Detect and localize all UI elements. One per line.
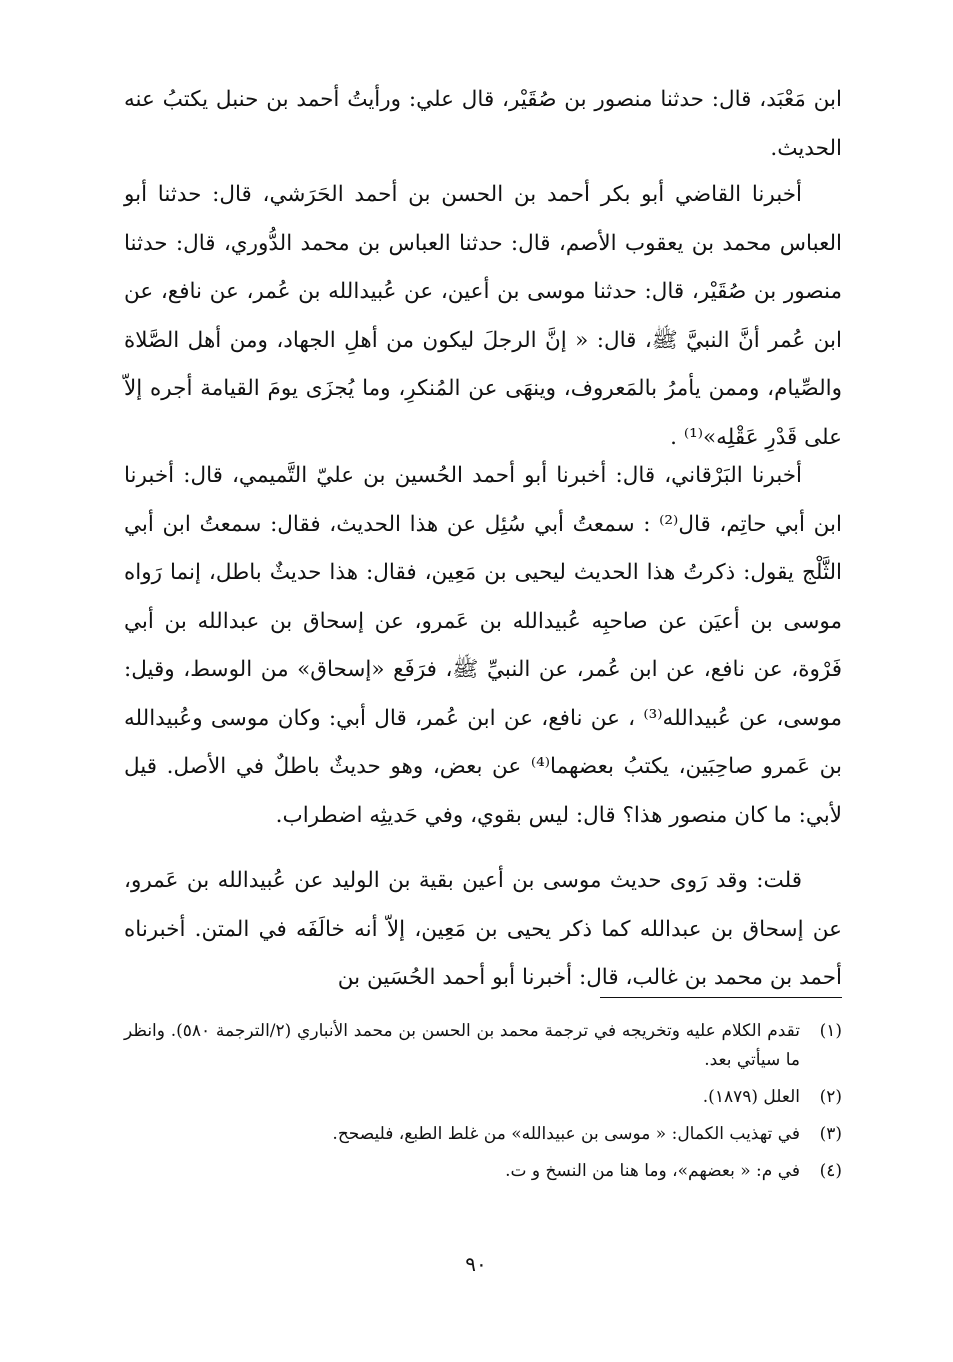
body-paragraph-3 <box>124 452 842 840</box>
footnotes-section <box>124 1017 842 1194</box>
footnote-number: (٤) <box>819 1161 842 1181</box>
paragraph-text: قلت: وقد رَوى حديث موسى بن أعين بقية بن الوليد عن عُبيدالله بن عَمرو، عن إسحاق بن عبدالله كما ذكر يحيى بن مَعِين، إلاّ أنه خالَفَه في المتن. أخبرناه أحمد بن محمد بن غالب، قال: أخبرنا أبو أحمد الحُسَين بن <box>124 868 842 990</box>
footnote-text: في م: « بعضهم»، وما هنا من النسخ و ت. <box>505 1161 800 1181</box>
footnote-text: في تهذيب الكمال: « موسى بن عبيدالله» من غلط الطبع، فليصحح. <box>332 1124 800 1144</box>
body-paragraph-1 <box>124 76 842 173</box>
body-paragraph-4 <box>124 857 842 1003</box>
paragraph-text: أخبرنا البَرْقاني، قال: أخبرنا أبو أحمد الحُسين بن عليّ التَّميمي، قال: أخبرنا ابن أبي حاتِم، قال⁽²⁾ : سمعتُ أبي سُئِل عن هذا الحديث، فقال: سمعتُ ابن أبي الثَّلْج يقول: ذكرتُ هذا الحديث ليحيى بن مَعِين، فقال: هذا حديثٌ باطل، إنما رَواه موسى بن أعيَن عن صاحبِه عُبيدالله بن عَمرو، عن إسحاق بن عبدالله بن أبي فَرْوة، عن نافع، عن ابن عُمر، عن النبيِّ ﷺ، فرَفَع «إسحاق» من الوسط، وقيل: موسى، عن عُبيدالله⁽³⁾ ، عن نافع، عن ابن عُمر، قال أبي: وكان موسى وعُبيدالله بن عَمرو صاحِبَين، يكتبُ بعضهما⁽⁴⁾ عن بعض، وهو حديثٌ باطلٌ في الأصل. قيل لأبي: ما كان منصور هذا؟ قال: ليس بقوي، وفي حَديثِه اضطراب. <box>124 463 842 828</box>
footnote-number: (٢) <box>819 1087 842 1107</box>
footnote-1 <box>124 1017 842 1075</box>
paragraph-text: ابن مَعْبَد، قال: حدثنا منصور بن صُقَيْر، قال علي: ورأيتُ أحمد بن حنبل يكتبُ عنه الحديث. <box>124 87 842 161</box>
footnote-2 <box>124 1083 842 1112</box>
footnote-separator <box>600 997 842 998</box>
page-number: ٩٠ <box>465 1252 487 1276</box>
footnote-3 <box>124 1120 842 1149</box>
footnote-number: (١) <box>819 1021 842 1041</box>
paragraph-text: أخبرنا القاضي أبو بكر أحمد بن الحسن بن أحمد الحَرَشي، قال: حدثنا أبو العباس محمد بن يعقوب الأصم، قال: حدثنا العباس بن محمد الدُّوري، قال: حدثنا منصور بن صُقَيْر، قال: حدثنا موسى بن أعين، عن عُبيدالله بن عُمر، عن نافع، عن ابن عُمر أنَّ النبيَّ ﷺ، قال: « إنَّ الرجلَ ليكون من أهلِ الجهاد، ومن أهل الصَّلاة والصِّيام، وممن يأمرُ بالمَعروف، وينهَى عن المُنكرِ، وما يُجزَى يومَ القيامة أجره إلاّ على قَدْرِ عَقْلِه»⁽¹⁾ . <box>124 182 842 450</box>
footnote-number: (٣) <box>819 1124 842 1144</box>
footnote-text: العلل (١٨٧٩). <box>702 1087 800 1107</box>
footnote-text: تقدم الكلام عليه وتخريجه في ترجمة محمد بن الحسن بن محمد الأنباري (٢/الترجمة ٥٨٠). وانظر ما سيأتي بعد. <box>124 1021 800 1070</box>
footnote-4 <box>124 1157 842 1186</box>
body-paragraph-2 <box>124 171 842 462</box>
